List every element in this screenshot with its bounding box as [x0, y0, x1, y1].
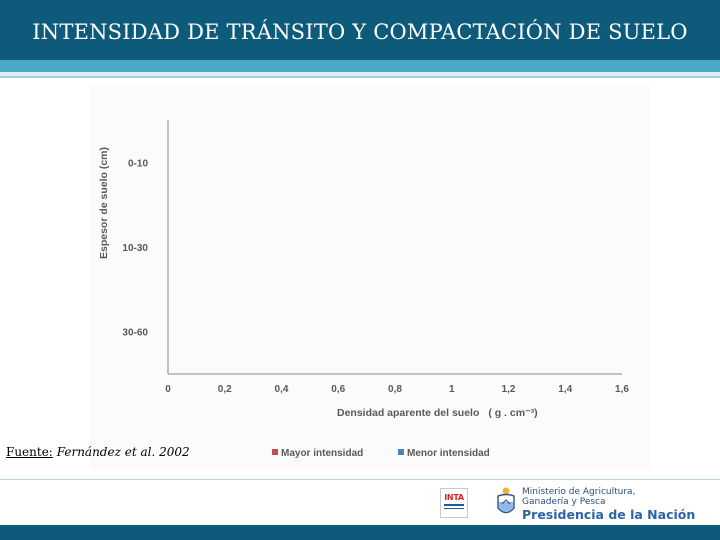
- x-tick-label: 1,6: [615, 384, 629, 395]
- ministry-line-2: Ganadería y Pesca: [522, 497, 606, 507]
- inta-logo: [440, 488, 468, 518]
- x-tick-label: 1,4: [558, 384, 573, 395]
- x-tick-label: 0,2: [217, 384, 232, 395]
- accent-band-thin: [0, 76, 720, 78]
- footer-divider: [0, 479, 720, 480]
- inta-logo-stripe-thin: [444, 508, 464, 509]
- legend-label: Mayor intensidad: [281, 448, 364, 459]
- ministry-logo-text: [522, 487, 695, 522]
- inta-logo-stripe: [444, 504, 464, 506]
- x-tick-label: 0,8: [388, 384, 402, 395]
- coat-of-arms-icon: [494, 486, 518, 518]
- footer-band: [0, 525, 720, 540]
- source-label: Fuente:: [6, 445, 53, 459]
- y-tick-labels: [122, 158, 148, 338]
- presidencia-label: Presidencia de la Nación: [522, 507, 696, 522]
- legend: [272, 448, 490, 459]
- legend-swatch: [272, 449, 278, 455]
- page-title: INTENSIDAD DE TRÁNSITO Y COMPACTACIÓN DE SUELO: [32, 20, 688, 44]
- source-reference: Fernández et al. 2002: [56, 445, 190, 459]
- x-axis-title: [337, 407, 538, 419]
- x-tick-label: 0: [165, 384, 171, 395]
- x-tick-labels: [165, 384, 629, 395]
- x-axis-title-text: Densidad aparente del suelo: [337, 407, 480, 419]
- ministry-line-1: Ministerio de Agricultura,: [522, 487, 636, 497]
- x-tick-label: 1: [448, 384, 455, 395]
- source-citation: [6, 445, 190, 459]
- chart-area: [90, 85, 650, 470]
- accent-band: [0, 60, 720, 72]
- x-axis-unit: ( g . cm⁻³): [488, 407, 538, 419]
- legend-swatch: [398, 449, 404, 455]
- y-tick-label: 10-30: [122, 243, 148, 254]
- y-axis-title: Espesor de suelo (cm): [98, 146, 110, 260]
- legend-label: Menor intensidad: [407, 448, 490, 459]
- y-tick-label: 30-60: [122, 327, 148, 339]
- x-tick-label: 0,4: [274, 384, 289, 395]
- x-tick-label: 0,6: [331, 384, 346, 395]
- legend-item: [398, 448, 490, 459]
- chart: [90, 85, 650, 470]
- x-tick-label: 1,2: [501, 384, 516, 395]
- inta-logo-text: INTA: [444, 493, 464, 502]
- y-tick-label: 0-10: [127, 158, 148, 170]
- legend-item: [272, 448, 363, 459]
